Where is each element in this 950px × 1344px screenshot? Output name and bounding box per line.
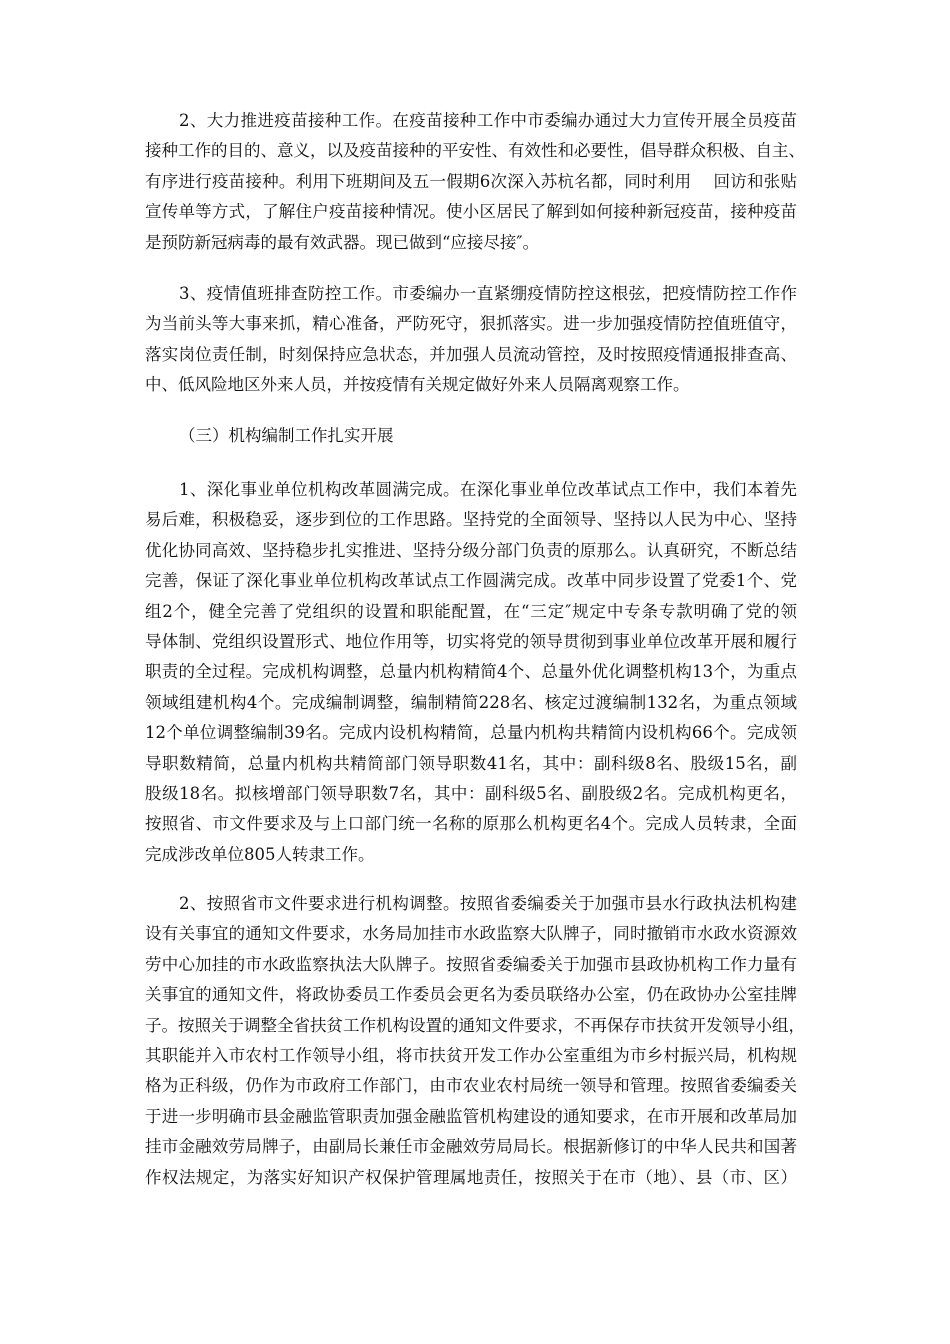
- text-line: 其职能并入市农村工作领导小组，将市扶贫开发工作办公室重组为市乡村振兴局，机构规: [145, 1046, 797, 1066]
- text-line: 组2个，健全完善了党组织的设置和职能配置，在“三定″规定中专条专款明确了党的领: [145, 601, 797, 621]
- paragraph-institution-reform: [145, 475, 797, 870]
- text-line: 挂市金融效劳局牌子，由副局长兼任市金融效劳局局长。根据新修订的中华人民共和国著: [145, 1137, 797, 1157]
- text-line: 子。按照关于调整全省扶贫工作机构设置的通知文件要求，不再保存市扶贫开发领导小组，: [145, 1015, 805, 1035]
- text-line: 12个单位调整编制39名。完成内设机构精简，总量内机构共精简内设机构66个。完成领: [145, 723, 797, 743]
- text-line: 中、低风险地区外来人员，并按疫情有关规定做好外来人员隔离观察工作。: [145, 375, 690, 395]
- text-line: 2、大力推进疫苗接种工作。在疫苗接种工作中市委编办通过大力宣传开展全员疫苗: [179, 111, 797, 130]
- text-line: 劳中心加挂的市水政监察执法大队牌子。按照省委编委关于加强市县政协机构工作力量有: [145, 954, 797, 974]
- text-line: 1、深化事业单位机构改革圆满完成。在深化事业单位改革试点工作中，我们本着先: [179, 480, 797, 499]
- text-line: 导体制、党组织设置形式、地位作用等，切实将党的领导贯彻到事业单位改革开展和履行: [145, 632, 797, 652]
- paragraph-epidemic-duty: [145, 279, 797, 401]
- text-line: 完成涉改单位805人转隶工作。: [145, 844, 375, 864]
- text-line: 于进一步明确市县金融监管职责加强金融监管机构建设的通知要求，在市开展和改革局加: [145, 1106, 797, 1126]
- text-line: 作权法规定，为落实好知识产权保护管理属地责任，按照关于在市（地）、县（市、区）: [145, 1167, 797, 1187]
- text-line: 领域组建机构4个。完成编制调整，编制精简228名、核定过渡编制132名，为重点领域: [145, 692, 797, 712]
- paragraph-vaccination: [145, 106, 805, 258]
- text-line: 3、疫情值班排查防控工作。市委编办一直紧绷疫情防控这根弦，把疫情防控工作作: [179, 284, 797, 303]
- text-line: 职责的全过程。完成机构调整，总量内机构精简4个、总量外优化调整机构13个，为重点: [145, 662, 797, 682]
- text-line: 格为正科级，仍作为市政府工作部门，由市农业农村局统一领导和管理。按照省委编委关: [145, 1076, 797, 1096]
- text-line: 宣传单等方式，了解住户疫苗接种情况。使小区居民了解到如何接种新冠疫苗，接种疫苗: [145, 202, 797, 222]
- text-line: 关事宜的通知文件，将政协委员工作委员会更名为委员联络办公室，仍在政协办公室挂牌: [145, 985, 797, 1005]
- text-line: 优化协同高效、坚持稳步扎实推进、坚持分级分部门负责的原那么。认真研究，不断总结: [145, 540, 797, 560]
- text-line: 股级18名。拟核增部门领导职数7名，其中：副科级5名、副股级2名。完成机构更名，: [145, 784, 797, 804]
- text-line: 导职数精简，总量内机构共精简部门领导职数41名，其中：副科级8名、股级15名，副: [145, 753, 797, 773]
- section-heading: （三）机构编制工作扎实开展: [179, 426, 394, 445]
- text-line: 易后难，积极稳妥，逐步到位的工作思路。坚持党的全面领导、坚持以人民为中心、坚持: [145, 510, 797, 530]
- text-line: 2、按照省市文件要求进行机构调整。按照省委编委关于加强市县水行政执法机构建: [179, 894, 797, 913]
- paragraph-institution-adjustment: [145, 889, 805, 1193]
- text-line: 按照省、市文件要求及与上口部门统一名称的原那么机构更名4个。完成人员转隶，全面: [145, 814, 797, 834]
- text-line: 为当前头等大事来抓，精心准备，严防死守，狠抓落实。进一步加强疫情防控值班值守，: [145, 314, 797, 334]
- text-line: 有序进行疫苗接种。利用下班期间及五一假期6次深入苏杭名都，同时利用 回访和张贴: [145, 171, 797, 191]
- text-line: 是预防新冠病毒的最有效武器。现已做到“应接尽接″。: [145, 232, 540, 252]
- text-line: 设有关事宜的通知文件要求，水务局加挂市水政监察大队牌子，同时撤销市水政水资源效: [145, 924, 797, 944]
- text-line: 接种工作的目的、意义，以及疫苗接种的平安性、有效性和必要性，倡导群众积极、自主、: [145, 141, 805, 161]
- text-line: 完善，保证了深化事业单位机构改革试点工作圆满完成。改革中同步设置了党委1个、党: [145, 571, 797, 591]
- text-line: 落实岗位责任制，时刻保持应急状态，并加强人员流动管控，及时按照疫情通报排查高、: [145, 344, 797, 364]
